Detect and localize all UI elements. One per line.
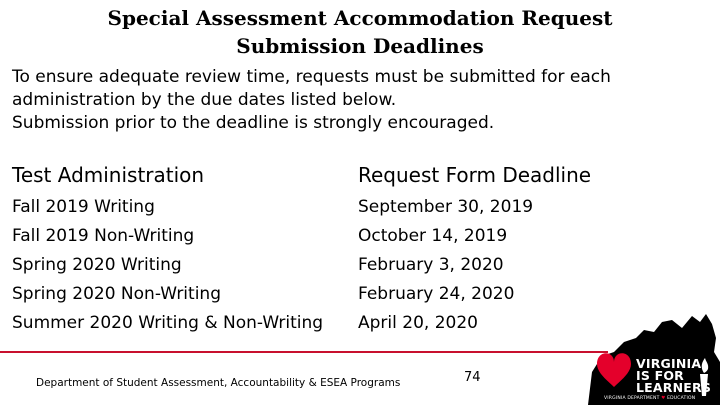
- administration-cell: Fall 2019 Writing: [12, 196, 155, 217]
- intro-text: [12, 66, 702, 135]
- page-number: 74: [464, 370, 481, 385]
- logo-text-line-3: LEARNERS: [636, 380, 712, 395]
- logo-department-post: EDUCATION: [667, 396, 696, 401]
- intro-line-3: Submission prior to the deadline is strongly encouraged.: [12, 113, 495, 133]
- page-title: [0, 4, 720, 60]
- table-row: [12, 221, 652, 250]
- table-row: [12, 308, 652, 337]
- page-title-line-1: Special Assessment Accommodation Request: [107, 6, 613, 30]
- deadline-cell: February 24, 2020: [358, 283, 515, 304]
- table-row: [12, 192, 652, 221]
- administration-cell: Fall 2019 Non-Writing: [12, 225, 195, 246]
- table-row: [12, 250, 652, 279]
- logo-department-pre: VIRGINIA DEPARTMENT: [604, 396, 660, 401]
- mini-heart-icon: ♥: [661, 396, 666, 401]
- administration-cell: Summer 2020 Writing & Non-Writing: [12, 312, 324, 333]
- footer-department: Department of Student Assessment, Accountability & ESEA Programs: [36, 377, 401, 389]
- virginia-is-for-learners-logo: [588, 312, 720, 405]
- header-test-administration: Test Administration: [12, 163, 205, 187]
- logo-text-line-2: IS FOR: [636, 368, 684, 383]
- deadline-cell: October 14, 2019: [358, 225, 508, 246]
- page-title-line-2: Submission Deadlines: [236, 34, 484, 58]
- footer-divider: [0, 351, 608, 353]
- logo-text-line-1: VIRGINIA: [636, 356, 702, 371]
- administration-cell: Spring 2020 Writing: [12, 254, 182, 275]
- header-request-form-deadline: Request Form Deadline: [358, 163, 592, 187]
- intro-line-1: To ensure adequate review time, requests must be submitted for each: [12, 67, 611, 87]
- deadline-cell: February 3, 2020: [358, 254, 504, 275]
- deadline-table: [12, 158, 652, 337]
- administration-cell: Spring 2020 Non-Writing: [12, 283, 221, 304]
- intro-line-2: administration by the due dates listed below.: [12, 90, 397, 110]
- deadline-cell: April 20, 2020: [358, 312, 478, 333]
- deadline-cell: September 30, 2019: [358, 196, 534, 217]
- logo-department-text: [604, 396, 695, 401]
- table-row: [12, 279, 652, 308]
- table-header-row: [12, 158, 652, 192]
